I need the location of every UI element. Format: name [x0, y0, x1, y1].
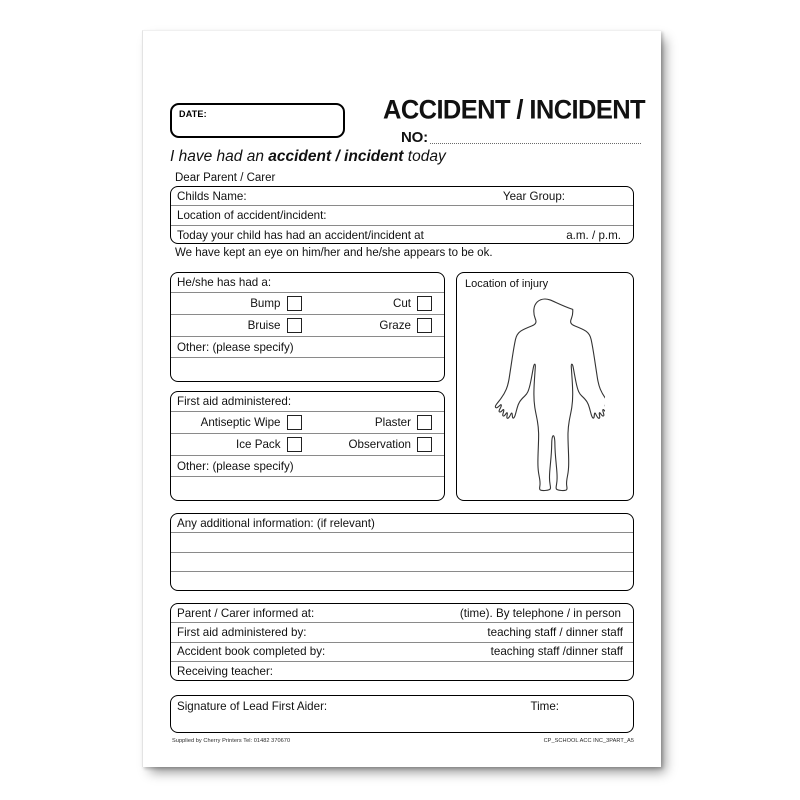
- accident-book-completed-by-value: teaching staff /dinner staff: [490, 645, 623, 659]
- signature-block[interactable]: [170, 695, 634, 733]
- notification-block: [170, 603, 634, 681]
- form-number-row[interactable]: [401, 130, 641, 145]
- first-aid-option-plaster-label: Plaster: [374, 416, 411, 429]
- first-aid-other-label: Other: (please specify): [177, 459, 294, 473]
- parent-informed-label: Parent / Carer informed at:: [177, 606, 315, 620]
- injury-option-cut[interactable]: [308, 296, 445, 311]
- first-aid-option-ice-pack[interactable]: [171, 437, 308, 452]
- tagline-bold: accident / incident: [268, 148, 404, 165]
- additional-information-line[interactable]: [171, 572, 633, 591]
- additional-information-line[interactable]: [171, 553, 633, 572]
- first-aid-checkbox-antiseptic-wipe[interactable]: [287, 415, 302, 430]
- injury-option-graze[interactable]: [308, 318, 445, 333]
- first-aid-option-antiseptic-wipe[interactable]: [171, 415, 308, 430]
- salutation: Dear Parent / Carer: [175, 172, 276, 184]
- reassurance-note: We have kept an eye on him/her and he/she appears to be ok.: [175, 247, 493, 259]
- injury-other-write-in-row[interactable]: [171, 358, 444, 382]
- additional-information-block: [170, 513, 634, 591]
- first-aid-checkbox-plaster[interactable]: [417, 415, 432, 430]
- additional-information-heading-row: [171, 514, 633, 533]
- injury-option-row: [171, 315, 444, 337]
- first-aid-option-observation-label: Observation: [348, 438, 411, 451]
- injury-option-bruise-label: Bruise: [247, 319, 281, 332]
- form-number-dotted-line[interactable]: [430, 132, 641, 144]
- injury-heading: He/she has had a:: [177, 276, 272, 289]
- childs-name-label: Childs Name:: [177, 189, 247, 203]
- first-aid-other-write-in-row[interactable]: [171, 477, 444, 501]
- injury-checkbox-graze[interactable]: [417, 318, 432, 333]
- footer-supplier: Supplied by Cherry Printers Tel: 01482 370670: [172, 738, 291, 744]
- first-aid-option-ice-pack-label: Ice Pack: [236, 438, 281, 451]
- injury-option-bruise[interactable]: [171, 318, 308, 333]
- time-of-accident-row[interactable]: [171, 226, 633, 244]
- injury-option-row: [171, 293, 444, 315]
- accident-incident-form-paper: [142, 30, 661, 767]
- first-aid-checkbox-observation[interactable]: [417, 437, 432, 452]
- accident-book-completed-by-label: Accident book completed by:: [177, 645, 326, 659]
- human-body-outline-icon[interactable]: [485, 293, 605, 493]
- first-aid-option-plaster[interactable]: [308, 415, 445, 430]
- injury-option-bump-label: Bump: [250, 297, 281, 310]
- injury-heading-row: [171, 273, 444, 293]
- year-group-label: Year Group:: [502, 189, 565, 203]
- first-aid-other-row[interactable]: [171, 456, 444, 477]
- receiving-teacher-row[interactable]: [171, 662, 633, 681]
- first-aid-heading-row: [171, 392, 444, 412]
- first-aid-option-antiseptic-wipe-label: Antiseptic Wipe: [200, 416, 281, 429]
- first-aid-administered-by-value: teaching staff / dinner staff: [487, 625, 623, 639]
- injury-other-row[interactable]: [171, 337, 444, 358]
- first-aid-administered-by-label: First aid administered by:: [177, 625, 307, 639]
- location-of-accident-row[interactable]: [171, 206, 633, 225]
- injury-other-label: Other: (please specify): [177, 340, 294, 354]
- injury-checkbox-bump[interactable]: [287, 296, 302, 311]
- location-of-injury-block[interactable]: [456, 272, 634, 501]
- accident-book-completed-by-row[interactable]: [171, 643, 633, 662]
- date-label: DATE:: [179, 109, 207, 119]
- location-label: Location of accident/incident:: [177, 208, 327, 222]
- injury-option-bump[interactable]: [171, 296, 308, 311]
- first-aid-checkbox-ice-pack[interactable]: [287, 437, 302, 452]
- location-of-injury-label: Location of injury: [465, 278, 549, 290]
- childs-name-row[interactable]: [171, 187, 633, 206]
- first-aid-option-row: [171, 434, 444, 456]
- first-aid-option-row: [171, 412, 444, 434]
- injury-option-graze-label: Graze: [379, 319, 411, 332]
- parent-informed-row[interactable]: [171, 604, 633, 623]
- first-aid-heading: First aid administered:: [177, 395, 292, 408]
- first-aid-block: [170, 391, 445, 501]
- today-label: Today your child has had an accident/incident at: [177, 228, 424, 242]
- injury-checkbox-cut[interactable]: [417, 296, 432, 311]
- additional-information-line[interactable]: [171, 533, 633, 552]
- footer-product-code: CP_SCHOOL ACC INC_3PART_A5: [543, 738, 634, 744]
- form-number-label: NO:: [401, 129, 428, 146]
- page-title: ACCIDENT / INCIDENT: [383, 95, 646, 125]
- signature-time-label: Time:: [530, 700, 559, 713]
- child-details-block: [170, 186, 634, 244]
- tagline-prefix: I have had an: [170, 148, 269, 165]
- additional-information-heading: Any additional information: (if relevant): [177, 516, 375, 530]
- injury-type-block: [170, 272, 445, 382]
- signature-row[interactable]: [171, 696, 633, 732]
- first-aid-option-observation[interactable]: [308, 437, 445, 452]
- date-field-box[interactable]: [170, 103, 345, 138]
- ampm-label: a.m. / p.m.: [566, 228, 621, 242]
- parent-informed-value: (time). By telephone / in person: [459, 606, 621, 620]
- tagline-suffix: today: [403, 148, 446, 165]
- injury-option-cut-label: Cut: [392, 297, 411, 310]
- receiving-teacher-label: Receiving teacher:: [177, 665, 274, 679]
- tagline: [170, 148, 446, 166]
- signature-label: Signature of Lead First Aider:: [177, 700, 328, 713]
- first-aid-administered-by-row[interactable]: [171, 623, 633, 642]
- injury-checkbox-bruise[interactable]: [287, 318, 302, 333]
